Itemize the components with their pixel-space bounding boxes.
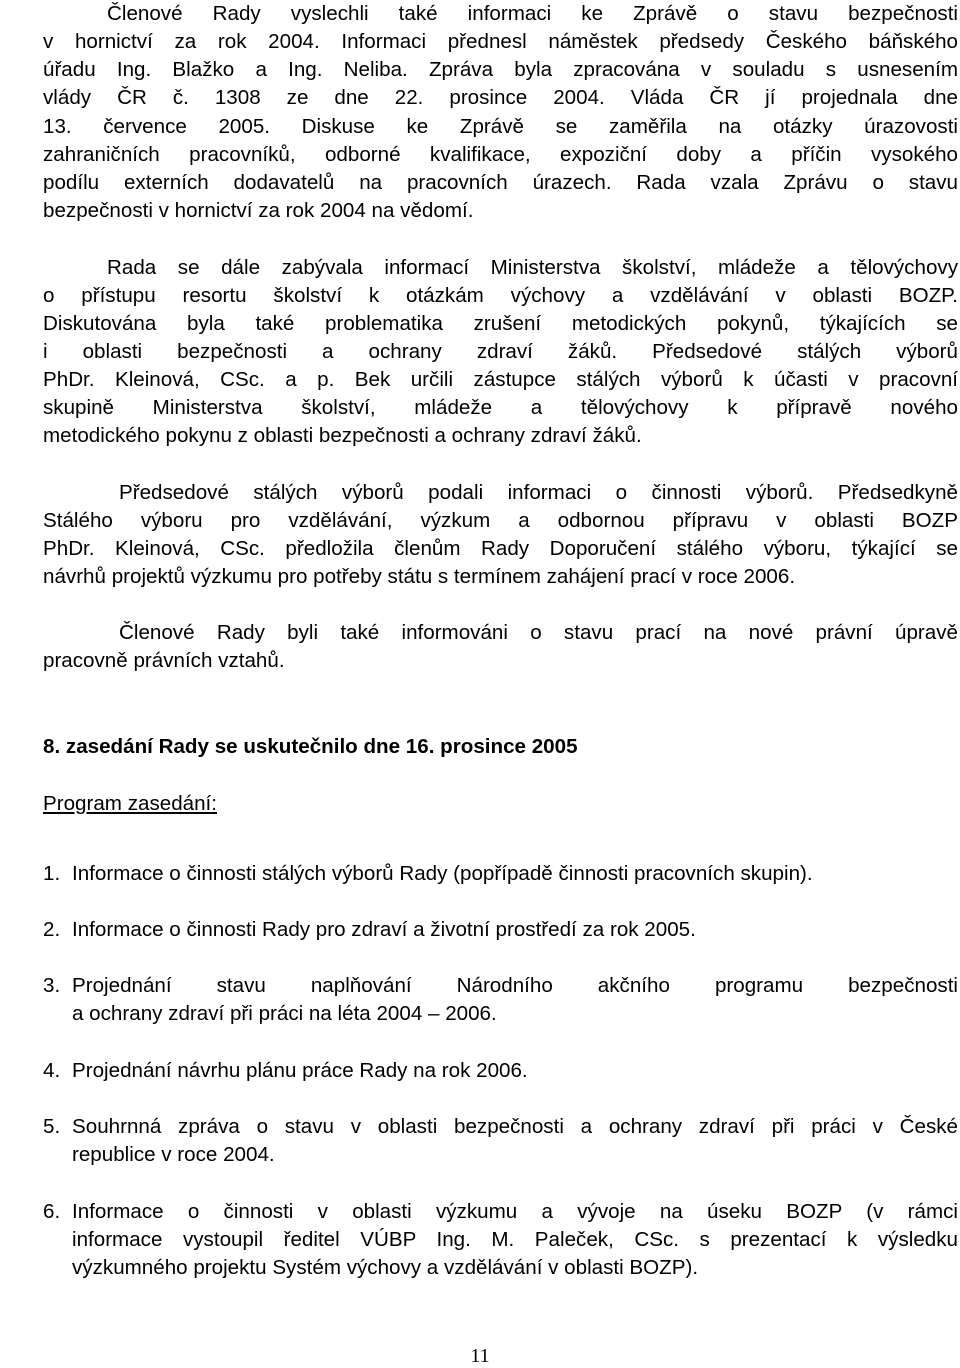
text-line: Rada se dále zabývala informací Ministerstva školství, mládeže a tělovýchovy	[107, 256, 958, 279]
text-line: Členové Rady byli také informováni o stavu prací na nové právní úpravě	[119, 621, 958, 644]
program-title: Program zasedání:	[43, 792, 217, 815]
text-line: vlády ČR č. 1308 ze dne 22. prosince 2004. Vláda ČR jí projednala dne	[43, 86, 958, 109]
text-line: metodického pokynu z oblasti bezpečnosti a ochrany zdraví žáků.	[43, 424, 642, 447]
text-line: Členové Rady vyslechli také informaci ke Zprávě o stavu bezpečnosti	[107, 2, 958, 25]
list-item-text: výzkumného projektu Systém výchovy a vzdělávání v oblasti BOZP).	[72, 1256, 699, 1279]
list-item-text: republice v roce 2004.	[72, 1143, 275, 1166]
list-item-text: Informace o činnosti stálých výborů Rady (popřípadě činnosti pracovních skupin).	[72, 862, 813, 885]
text-line: PhDr. Kleinová, CSc. a p. Bek určili zástupce stálých výborů k účasti v pracovní	[43, 368, 958, 391]
text-line: úřadu Ing. Blažko a Ing. Neliba. Zpráva byla zpracována v souladu s usnesením	[43, 58, 958, 81]
text-line: bezpečnosti v hornictví za rok 2004 na vědomí.	[43, 199, 474, 222]
list-item-number: 5.	[43, 1115, 61, 1138]
list-item-number: 1.	[43, 862, 61, 885]
meeting-heading: 8. zasedání Rady se uskutečnilo dne 16. prosince 2005	[43, 735, 578, 758]
list-item-text: Souhrnná zpráva o stavu v oblasti bezpečnosti a ochrany zdraví při práci v České	[72, 1115, 958, 1138]
text-line: zahraničních pracovníků, odborné kvalifikace, expoziční doby a příčin vysokého	[43, 143, 958, 166]
list-item-number: 3.	[43, 974, 61, 997]
list-item-text: Informace o činnosti Rady pro zdraví a životní prostředí za rok 2005.	[72, 918, 696, 941]
page-number: 11	[470, 1345, 490, 1367]
text-line: Předsedové stálých výborů podali informaci o činnosti výborů. Předsedkyně	[119, 481, 958, 504]
list-item-text: Informace o činnosti v oblasti výzkumu a vývoje na úseku BOZP (v rámci	[72, 1200, 958, 1223]
text-line: v hornictví za rok 2004. Informaci přednesl náměstek předsedy Českého báňského	[43, 30, 958, 53]
list-item-text: Projednání stavu naplňování Národního akčního programu bezpečnosti	[72, 974, 958, 997]
list-item-text: a ochrany zdraví při práci na léta 2004 – 2006.	[72, 1002, 497, 1025]
text-line: pracovně právních vztahů.	[43, 649, 285, 672]
text-line: podílu externích dodavatelů na pracovních úrazech. Rada vzala Zprávu o stavu	[43, 171, 958, 194]
list-item-number: 6.	[43, 1200, 61, 1223]
text-line: návrhů projektů výzkumu pro potřeby státu s termínem zahájení prací v roce 2006.	[43, 565, 796, 588]
text-line: Stálého výboru pro vzdělávání, výzkum a odbornou přípravu v oblasti BOZP	[43, 509, 958, 532]
list-item-number: 2.	[43, 918, 61, 941]
text-line: skupině Ministerstva školství, mládeže a tělovýchovy k přípravě nového	[43, 396, 958, 419]
list-item-text: informace vystoupil ředitel VÚBP Ing. M. Paleček, CSc. s prezentací k výsledku	[72, 1228, 958, 1251]
text-line: Diskutována byla také problematika zrušení metodických pokynů, týkajících se	[43, 312, 958, 335]
list-item-text: Projednání návrhu plánu práce Rady na rok 2006.	[72, 1059, 528, 1082]
text-line: o přístupu resortu školství k otázkám výchovy a vzdělávání v oblasti BOZP.	[43, 284, 958, 307]
text-line: PhDr. Kleinová, CSc. předložila členům Rady Doporučení stálého výboru, týkající se	[43, 537, 958, 560]
list-item-number: 4.	[43, 1059, 61, 1082]
text-line: 13. července 2005. Diskuse ke Zprávě se zaměřila na otázky úrazovosti	[43, 115, 958, 138]
text-line: i oblasti bezpečnosti a ochrany zdraví žáků. Předsedové stálých výborů	[43, 340, 958, 363]
